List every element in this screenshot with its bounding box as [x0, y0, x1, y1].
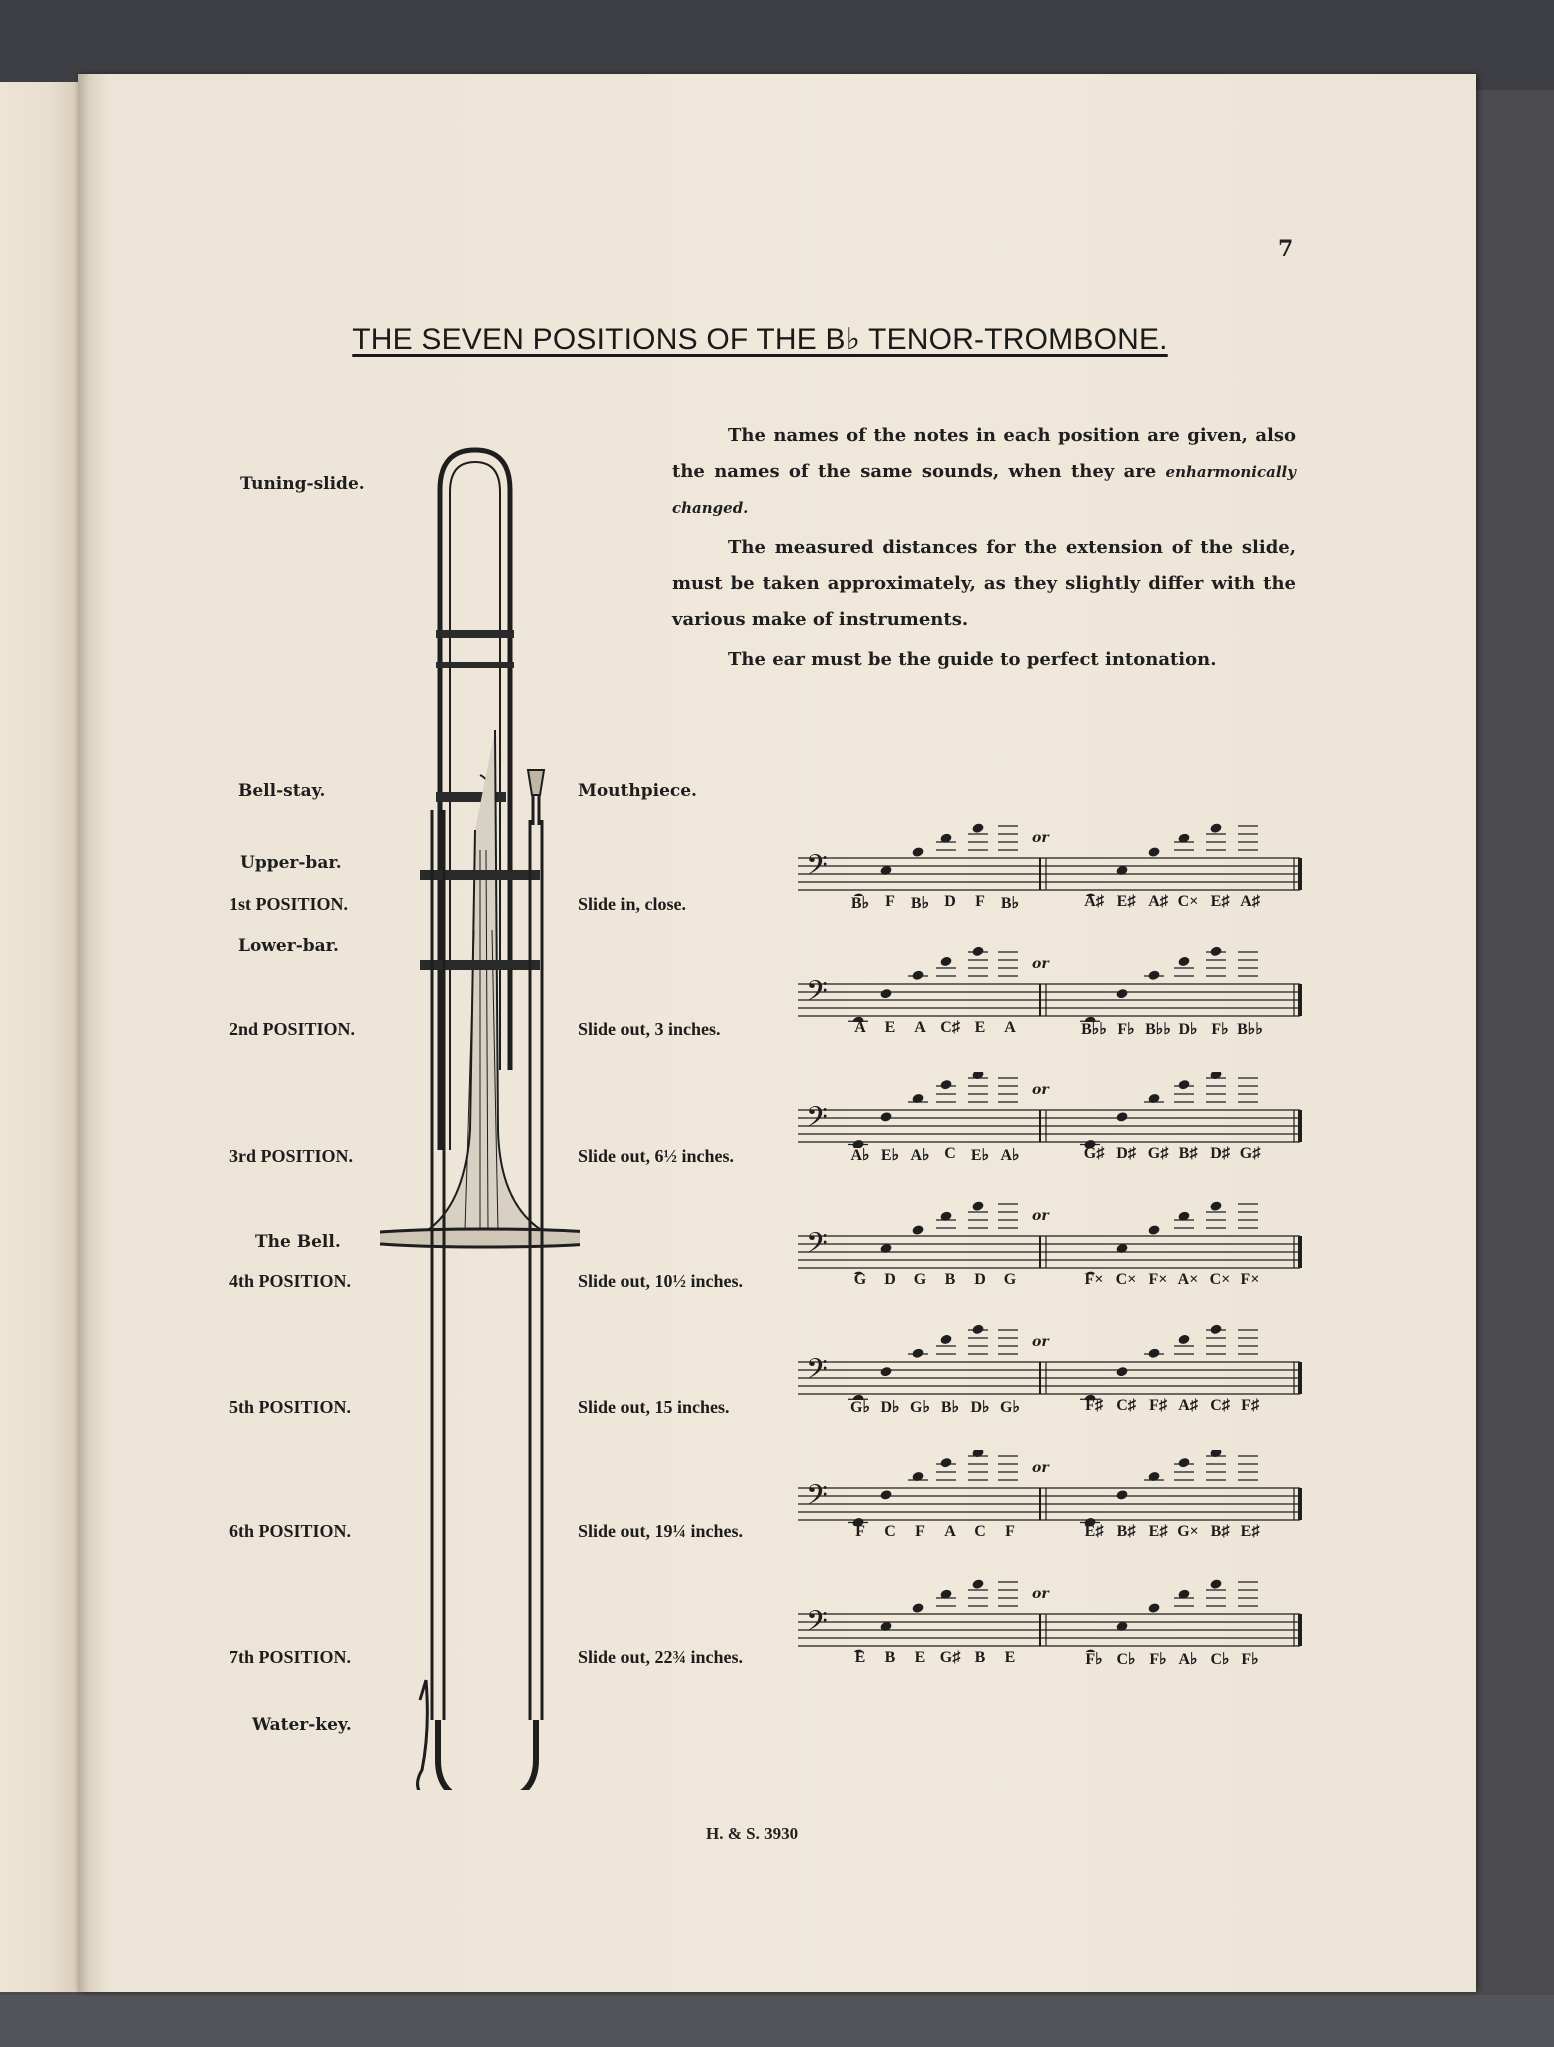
bass-clef-icon: 𝄢 — [806, 849, 828, 889]
note-name: C — [944, 1145, 956, 1162]
note-names-row — [798, 1397, 1310, 1421]
note-name: D — [884, 1271, 896, 1288]
note-head — [911, 969, 924, 981]
note-name: A — [914, 1019, 926, 1036]
note-names-row — [798, 1271, 1310, 1295]
bass-clef-icon: 𝄢 — [806, 975, 828, 1015]
note-head-enharmonic — [1147, 1602, 1160, 1614]
enharmonic-note-name: B♭♭ — [1237, 1021, 1263, 1038]
or-label: or — [1032, 1460, 1049, 1476]
note-head-enharmonic — [1177, 956, 1190, 968]
enharmonic-note-name: A♯ — [1084, 893, 1104, 910]
note-head — [879, 1489, 892, 1501]
enharmonic-note-name: D♭ — [1178, 1021, 1198, 1038]
note-name: B — [974, 1649, 986, 1666]
note-name: F — [885, 893, 895, 910]
enharmonic-note-name: C× — [1115, 1271, 1137, 1288]
note-head-enharmonic — [1147, 1224, 1160, 1236]
note-head-enharmonic — [1147, 1347, 1160, 1359]
position-5-label: 5th POSITION. — [229, 1397, 352, 1417]
note-head — [939, 1079, 952, 1091]
page-number: 7 — [1278, 236, 1294, 262]
enharmonic-note-name: E♯ — [1116, 893, 1136, 910]
note-names-row — [798, 893, 1310, 917]
staff-svg — [798, 1072, 1310, 1148]
enharmonic-note-name: B♭♭ — [1081, 1021, 1107, 1038]
note-head — [939, 1334, 952, 1346]
staff-svg — [798, 820, 1310, 896]
staff-position-5 — [798, 1324, 1310, 1424]
staff-position-1 — [798, 820, 1310, 920]
page-title: THE SEVEN POSITIONS OF THE B♭ TENOR-TROMBONE. — [352, 323, 1168, 356]
enharmonic-note-name: F♭ — [1085, 1651, 1103, 1668]
note-name: D♭ — [970, 1399, 990, 1416]
enharmonic-note-name: C♯ — [1210, 1397, 1230, 1414]
note-head — [879, 1366, 892, 1378]
note-head-enharmonic — [1147, 969, 1160, 981]
note-name: G♯ — [939, 1649, 961, 1666]
intro-paragraph-2: The measured distances for the extension of the slide, must be taken approximately, as they slightly differ with the various make of instruments. — [672, 537, 1296, 630]
note-name: B♭ — [940, 1399, 960, 1416]
note-name: D — [974, 1271, 986, 1288]
note-name: B♭ — [1000, 895, 1020, 912]
note-name: A♭ — [1000, 1147, 1020, 1164]
bass-clef-icon: 𝄢 — [806, 1227, 828, 1267]
note-head — [911, 1347, 924, 1359]
enharmonic-note-name: A♯ — [1240, 893, 1260, 910]
note-name: G♭ — [850, 1399, 870, 1416]
label-lower-bar: Lower-bar. — [238, 936, 339, 956]
note-head — [971, 1324, 984, 1335]
staff-position-6 — [798, 1450, 1310, 1550]
note-head — [911, 846, 924, 858]
staff-svg — [798, 1324, 1310, 1400]
note-name: E — [884, 1019, 896, 1036]
enharmonic-note-name: F♭ — [1149, 1651, 1167, 1668]
note-name: B — [944, 1271, 956, 1288]
staff-position-4 — [798, 1198, 1310, 1298]
enharmonic-note-name: C♯ — [1116, 1397, 1136, 1414]
label-mouthpiece: Mouthpiece. — [578, 781, 697, 801]
enharmonic-note-name: A× — [1177, 1271, 1199, 1288]
enharmonic-note-name: G♯ — [1083, 1145, 1105, 1162]
position-2-label: 2nd POSITION. — [229, 1019, 356, 1039]
note-head — [1001, 1576, 1014, 1577]
note-name: E♭ — [970, 1147, 990, 1164]
note-head — [1001, 820, 1014, 821]
note-head-enharmonic — [1115, 988, 1128, 1000]
label-bell-stay: Bell-stay. — [238, 781, 326, 801]
enharmonic-note-name: F× — [1084, 1271, 1104, 1288]
note-head-enharmonic — [1115, 1366, 1128, 1378]
note-names-row — [798, 1523, 1310, 1547]
note-head-enharmonic — [1177, 1457, 1190, 1469]
intro-paragraph-3: The ear must be the guide to perfect intonation. — [728, 649, 1217, 670]
enharmonic-note-name: F♯ — [1085, 1397, 1103, 1414]
enharmonic-note-name: C× — [1177, 893, 1199, 910]
note-head-enharmonic — [1209, 1324, 1222, 1335]
note-head — [971, 1072, 984, 1080]
enharmonic-note-name: D♯ — [1210, 1145, 1230, 1162]
note-names-row — [798, 1019, 1310, 1043]
note-head-enharmonic — [1209, 1200, 1222, 1212]
enharmonic-note-name: F♯ — [1149, 1397, 1167, 1414]
intro-text — [672, 418, 1296, 682]
staff-position-3 — [798, 1072, 1310, 1172]
note-name: E♭ — [880, 1147, 900, 1164]
note-name: D♭ — [880, 1399, 900, 1416]
enharmonic-note-name: C♭ — [1210, 1651, 1230, 1668]
note-head — [911, 1224, 924, 1236]
label-water-key: Water-key. — [252, 1715, 352, 1735]
position-2-slide: Slide out, 3 inches. — [578, 1019, 721, 1039]
note-name: F — [855, 1523, 865, 1540]
note-name: D — [944, 893, 956, 910]
enharmonic-note-name: A♯ — [1178, 1397, 1198, 1414]
trombone-illustration — [380, 430, 580, 1790]
note-name: B — [884, 1649, 896, 1666]
enharmonic-note-name: F× — [1148, 1271, 1168, 1288]
note-name: C♯ — [940, 1019, 960, 1036]
note-head-enharmonic — [1177, 1334, 1190, 1346]
note-name: E — [854, 1649, 866, 1666]
note-name: E — [914, 1649, 926, 1666]
bass-clef-icon: 𝄢 — [806, 1353, 828, 1393]
note-head-enharmonic — [1209, 1072, 1222, 1080]
note-head-enharmonic — [1177, 1079, 1190, 1091]
enharmonic-note-name: E♯ — [1148, 1523, 1168, 1540]
note-head — [879, 988, 892, 1000]
bass-clef-icon: 𝄢 — [806, 1101, 828, 1141]
staff-svg — [798, 1450, 1310, 1526]
enharmonic-note-name: F♭ — [1211, 1021, 1229, 1038]
enharmonic-note-name: G♯ — [1147, 1145, 1169, 1162]
note-head-enharmonic — [1209, 1578, 1222, 1590]
label-the-bell: The Bell. — [255, 1232, 341, 1252]
backdrop-bottom — [0, 1995, 1554, 2047]
position-4-label: 4th POSITION. — [229, 1271, 352, 1291]
intro-paragraph-1-text: The names of the notes in each position are given, also the names of the same sounds, when they are — [672, 425, 1296, 482]
note-name: C — [884, 1523, 896, 1540]
note-name: A♭ — [910, 1147, 930, 1164]
note-name: G♭ — [1000, 1399, 1020, 1416]
note-name: B♭ — [850, 895, 870, 912]
publisher-footer: H. & S. 3930 — [706, 1824, 799, 1843]
position-6-label: 6th POSITION. — [229, 1521, 352, 1541]
enharmonic-note-name: G× — [1177, 1523, 1199, 1540]
or-label: or — [1032, 1082, 1049, 1098]
position-7-slide: Slide out, 22¾ inches. — [578, 1647, 744, 1667]
note-head — [971, 1200, 984, 1212]
staff-svg — [798, 1198, 1310, 1274]
enharmonic-note-name: F♭ — [1117, 1021, 1135, 1038]
note-head — [911, 1602, 924, 1614]
note-head-enharmonic — [1147, 846, 1160, 858]
or-label: or — [1032, 1208, 1049, 1224]
note-name: A — [1004, 1019, 1016, 1036]
enharmonic-note-name: E♯ — [1240, 1523, 1260, 1540]
or-label: or — [1032, 956, 1049, 972]
note-head-enharmonic — [1241, 1576, 1254, 1577]
label-upper-bar: Upper-bar. — [240, 853, 342, 873]
note-head — [1001, 1198, 1014, 1199]
position-1-label: 1st POSITION. — [229, 894, 349, 914]
note-head-enharmonic — [1209, 946, 1222, 957]
note-name: G — [1003, 1271, 1017, 1288]
note-head — [971, 822, 984, 834]
label-tuning-slide: Tuning-slide. — [240, 474, 365, 494]
or-label: or — [1032, 1586, 1049, 1602]
enharmonic-note-name: E♯ — [1210, 893, 1230, 910]
position-7-label: 7th POSITION. — [229, 1647, 352, 1667]
enharmonic-note-name: F♭ — [1241, 1651, 1259, 1668]
note-name: A — [944, 1523, 956, 1540]
enharmonic-note-name: C× — [1209, 1271, 1231, 1288]
note-name: G♭ — [910, 1399, 930, 1416]
enharmonic-note-name: D♯ — [1116, 1145, 1136, 1162]
note-name: F — [1005, 1523, 1015, 1540]
bass-clef-icon: 𝄢 — [806, 1605, 828, 1645]
note-name: A — [854, 1019, 866, 1036]
intro-italic-phrase: enharmonically changed. — [672, 463, 1296, 517]
staff-svg — [798, 1576, 1310, 1652]
staff-svg — [798, 946, 1310, 1022]
enharmonic-note-name: B♯ — [1116, 1523, 1136, 1540]
note-names-row — [798, 1145, 1310, 1169]
intro-paragraph-1 — [672, 418, 1296, 526]
note-head-enharmonic — [1241, 1198, 1254, 1199]
staff-position-2 — [798, 946, 1310, 1046]
note-name: C — [974, 1523, 986, 1540]
enharmonic-note-name: E♯ — [1084, 1523, 1104, 1540]
enharmonic-note-name: F× — [1240, 1271, 1260, 1288]
position-3-slide: Slide out, 6½ inches. — [578, 1146, 735, 1166]
note-name: B♭ — [910, 895, 930, 912]
note-head-enharmonic — [1115, 1489, 1128, 1501]
note-name: E — [974, 1019, 986, 1036]
position-5-slide: Slide out, 15 inches. — [578, 1397, 730, 1417]
note-name: G — [853, 1271, 867, 1288]
note-head — [971, 1578, 984, 1590]
note-name: E — [1004, 1649, 1016, 1666]
staff-position-7 — [798, 1576, 1310, 1676]
note-head — [971, 946, 984, 957]
position-4-slide: Slide out, 10½ inches. — [578, 1271, 744, 1291]
note-name: A♭ — [850, 1147, 870, 1164]
or-label: or — [1032, 830, 1049, 846]
enharmonic-note-name: B♯ — [1210, 1523, 1230, 1540]
bass-clef-icon: 𝄢 — [806, 1479, 828, 1519]
note-name: F — [915, 1523, 925, 1540]
note-head — [939, 956, 952, 968]
enharmonic-note-name: A♯ — [1148, 893, 1168, 910]
note-head-enharmonic — [1209, 1450, 1222, 1458]
note-name: G — [913, 1271, 927, 1288]
enharmonic-note-name: C♭ — [1116, 1651, 1136, 1668]
position-1-slide: Slide in, close. — [578, 894, 687, 914]
enharmonic-note-name: F♯ — [1241, 1397, 1259, 1414]
note-head — [971, 1450, 984, 1458]
note-names-row — [798, 1649, 1310, 1673]
note-head-enharmonic — [1241, 820, 1254, 821]
enharmonic-note-name: B♭♭ — [1145, 1021, 1171, 1038]
enharmonic-note-name: A♭ — [1178, 1651, 1198, 1668]
enharmonic-note-name: B♯ — [1178, 1145, 1198, 1162]
enharmonic-note-name: G♯ — [1239, 1145, 1261, 1162]
position-6-slide: Slide out, 19¼ inches. — [578, 1521, 744, 1541]
note-head — [939, 1457, 952, 1469]
position-3-label: 3rd POSITION. — [229, 1146, 354, 1166]
note-name: F — [975, 893, 985, 910]
note-head-enharmonic — [1115, 1111, 1128, 1123]
note-head-enharmonic — [1209, 822, 1222, 834]
or-label: or — [1032, 1334, 1049, 1350]
note-head — [879, 1111, 892, 1123]
